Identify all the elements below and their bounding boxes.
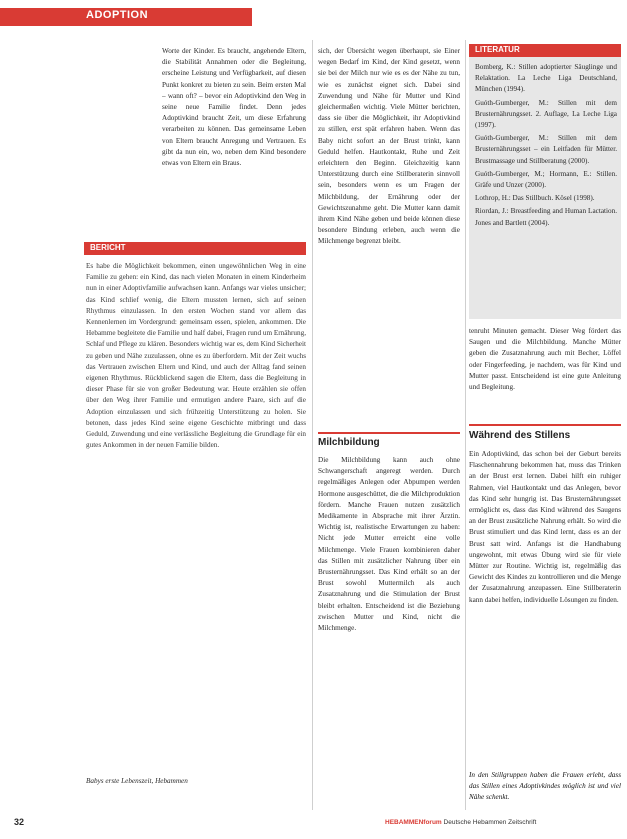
bericht-header (84, 242, 306, 255)
literature-item: Guóth-Gumberger, M.: Stillen mit dem Brusternährungsset – ein Leitfaden für Mütter. Brustmassage und Stillberatung (2000). (475, 134, 617, 165)
journal-name: HEBAMMENforum (385, 819, 442, 826)
journal-issue: Deutsche Hebammen Zeitschrift (443, 819, 537, 826)
literature-list (475, 62, 617, 317)
bericht-text: Es habe die Möglichkeit bekommen, einen ungewöhnlichen Weg in eine Familie zu gehen: ein Kind, das nach vielen Monaten in einem Kinderheim nun in einer Adoptivfamilie aufwachsen kann. Anfangs war vieles unsicher; das Kind schlief wenig, die Eltern mussten lernen, sich auf seinen Rhythmus einzulassen. In den ersten Wochen stand vor allem das Kennenlernen im Vordergrund: gemeinsam essen, spielen, ankommen. Die Hebamme begleitete die Familie und half dabei, Fragen rund um Ernährung, Schlaf und Pflege zu klären. Besonders wichtig war es, dem Kind Sicherheit zu geben und Nähe zuzulassen, ohne es zu überfordern. Mit der Zeit wuchs das Vertrauen zwischen Eltern und Kind, und auch der Alltag fand seinen eigenen Rhythmus. Rückblickend sagen die Eltern, dass die Begleitung in dieser Phase für sie von großer Bedeutung war. Heute erzählen sie offen über den Weg ihrer Familie und ermutigen andere Paare, sich auf die Adoption einzulassen und sich frühzeitig Unterstützung zu holen. Sie betonen, dass jedes Kind seine eigene Geschichte mitbringt und dass Geduld, Zuwendung und eine verlässliche Begleitung die Grundlage für ein gutes Ankommen in der neuen Familie bilden. (86, 262, 306, 450)
literature-header (469, 44, 621, 57)
bericht-label: BERICHT (90, 243, 126, 252)
literature-item: Riordan, J.: Breastfeeding and Human Lactation. Jones and Bartlett (2004). (475, 207, 617, 227)
column-divider-1 (312, 40, 313, 810)
col2-text-top: sich, der Übersicht wegen überhaupt, sie Einer wegen Bedarf im Kind, der Kind gesetzt, wenn sie bei der Milch nur wie es es der Nähe zu tun, wie es zunächst eignet sich. Dabei sind Zuwendung und Nähe für Mutter und Kind gleichermaßen wichtig. Viele Mütter berichten, dass sie über die Möglichkeit, ihr Adoptivkind zu stillen, erst spät erfahren haben. Wenn das Baby nicht sofort an der Brust trinkt, kann Geduld helfen. Hautkontakt, Ruhe und Zeit erleichtern den Beginn. Gleichzeitig kann Unterstützung durch eine Stillberaterin sinnvoll sein, besonders wenn es um Fragen der Milchbildung, der Ernährung oder der Gewichtszunahme geht. Die Mutter kann damit ihrem Kind Nähe geben und beide können diese besondere Bindung erleben, auch wenn die Milchmenge begrenzt bleibt. (318, 47, 460, 246)
page-number: 32 (14, 817, 25, 827)
milchbildung-rule (318, 432, 460, 434)
literature-item: Guóth-Gumberger, M.: Stillen mit dem Brusternährungsset. 2. Auflage, La Leche Liga (1997). (475, 98, 617, 130)
waehrend-heading: Während des Stillens (469, 430, 571, 441)
literature-item: Guóth-Gumberger, M.; Hormann, E.: Stillen. Gräfe und Unzer (2000). (475, 169, 617, 190)
section-banner (0, 8, 252, 26)
literature-item: Bomberg, K.: Stillen adoptierter Säuglinge und Relaktation. La Leche Liga Deutschland, München (1994). (475, 63, 617, 94)
footer-journal (385, 819, 536, 826)
literature-item: Lothrop, H.: Das Stillbuch. Kösel (1998). (475, 194, 595, 203)
milchbildung-text: Die Milchbildung kann auch ohne Schwangerschaft angeregt werden. Durch regelmäßiges Anlegen oder Abpumpen werden Hormone ausgeschüttet, die die Milchproduktion fördern. Manche Frauen nutzen zusätzlich Medikamente in Absprache mit ihrer Ärztin. Wichtig ist, realistische Erwartungen zu haben: Nicht jede Mutter erreicht eine volle Milchmenge. Viele Frauen kombinieren daher das Stillen mit zusätzlicher Nahrung über ein Brusternährungsset. Das Kind erhält so an der Brust sowohl Muttermilch als auch Zusatznahrung und die Stimulation der Brust bleibt erhalten. Entscheidend ist die Beziehung zwischen Mutter und Kind, nicht die Milchmenge. (318, 456, 460, 633)
pull-quote: In den Stillgruppen haben die Frauen erlebt, dass das Stillen eines Adoptivkindes möglich ist und viel Nähe schenkt. (469, 771, 621, 802)
section-label: ADOPTION (86, 9, 149, 21)
col3-text-top: tenruht Minuten gemacht. Dieser Weg fördert das Saugen und die Milchbildung. Manche Mütter geben die Zusatznahrung auch mit Becher, Löffel oder Fingerfeeding, je nachdem, was für Kind und Mutter passt. Entscheidend ist eine gute Anleitung und Begleitung. (469, 327, 621, 392)
waehrend-text: Ein Adoptivkind, das schon bei der Geburt bereits Flaschennahrung bekommen hat, muss das Trinken an der Brust erst lernen. Dabei hilft ein ruhiger Rahmen, viel Hautkontakt und das Anlegen, bevor das Kind sehr hungrig ist. Das Brusternährungsset ermöglicht es, dass das Kind während des Saugens an der Brust zusätzliche Nahrung erhält. So wird die Brust stimuliert und das Kind lernt, dass es an der Brust satt wird. Anfangs ist die Handhabung ungewohnt, mit etwas Übung wird sie für viele Mütter zur Routine. Wichtig ist, regelmäßig das Gewicht des Kindes zu kontrollieren und die Menge der Zusatznahrung anzupassen. Eine Stillberaterin kann dabei helfen, individuelle Lösungen zu finden. (469, 450, 621, 604)
bericht-caption: Babys erste Lebenszeit, Hebammen (86, 777, 188, 785)
milchbildung-heading: Milchbildung (318, 437, 380, 448)
col1-top-text: Worte der Kinder. Es braucht, angehende Eltern, die Stabilität Annahmen oder die Begleitung, erscheine Leistung und Verfügbarkeit, auf diesen Punkt konkret zu bieten zu sein. Beim ersten Mal – wann oft? – bevor ein Adoptivkind den Weg in seine neue Familie findet. Denn jedes Adoptivkind braucht Zeit, um diese Erfahrung verarbeiten zu können. Das gemeinsame Leben von Eltern braucht Anregung und Vertrauen. Es gibt da nun ein, wo, neben dem Kind besondere etwas von Eltern ein Braus. (162, 47, 306, 168)
column-divider-2 (465, 40, 466, 810)
waehrend-rule (469, 424, 621, 426)
literature-label: LITERATUR (475, 45, 520, 54)
